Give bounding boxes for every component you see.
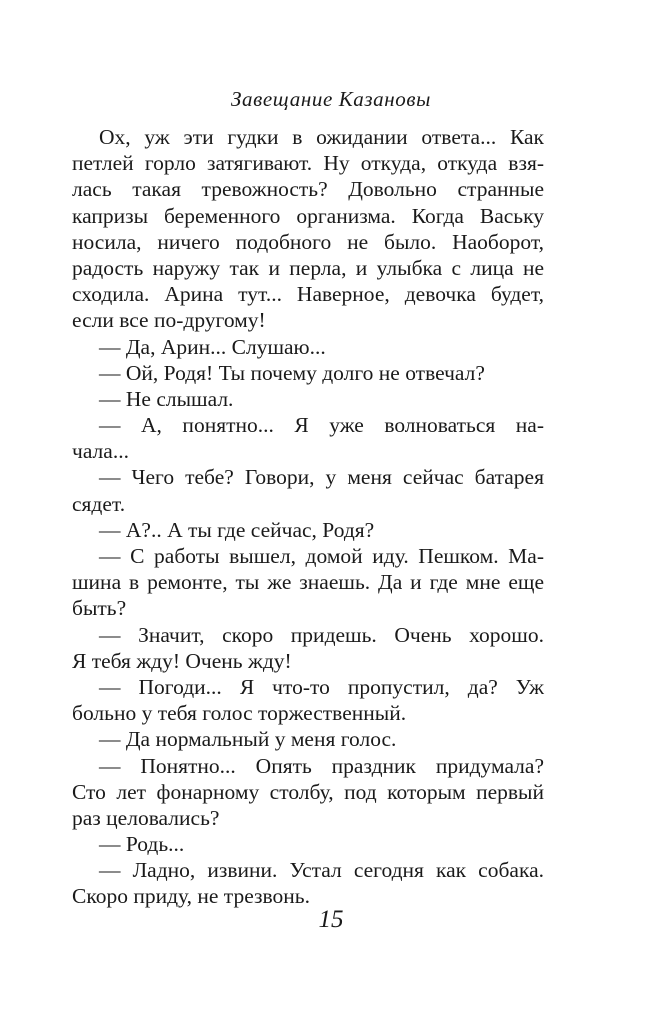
text-line: Сто лет фонарному столбу, под которым первый	[72, 779, 544, 804]
text-line: носила, ничего подобного не было. Наоборот,	[72, 229, 544, 254]
text-line: сядет.	[72, 491, 126, 516]
dialogue-line: — А?.. А ты где сейчас, Родя?	[99, 517, 375, 542]
text-line: быть?	[72, 596, 127, 621]
dialogue-line: — Понятно... Опять праздник придумала?	[99, 753, 544, 778]
dialogue-line: — Погоди... Я что-то пропустил, да? Уж	[99, 674, 544, 699]
dialogue-line: — Чего тебе? Говори, у меня сейчас батарея	[99, 465, 544, 490]
text-line: больно у тебя голос торжественный.	[72, 701, 407, 726]
dialogue-line: — Не слышал.	[99, 386, 234, 411]
text-line: чала...	[72, 439, 129, 464]
text-line: раз целовались?	[72, 805, 220, 830]
text-line: радость наружу так и перла, и улыбка с лица не	[72, 255, 544, 280]
dialogue-line: — Ой, Родя! Ты почему долго не отвечал?	[99, 360, 485, 385]
dialogue-line: — Да, Арин... Слушаю...	[99, 334, 326, 359]
dialogue-line: — С работы вышел, домой иду. Пешком. Ма-	[99, 544, 544, 568]
page-number: 15	[318, 906, 344, 933]
body-text	[72, 124, 544, 910]
dialogue-line: — Значит, скоро придешь. Очень хорошо.	[99, 622, 544, 647]
text-line: Скоро приду, не трезвонь.	[72, 884, 310, 909]
dialogue-line: — Ладно, извини. Устал сегодня как собака.	[99, 858, 544, 883]
text-line: лась такая тревожность? Довольно странные	[72, 177, 544, 202]
dialogue-line: — Да нормальный у меня голос.	[99, 727, 397, 752]
text-line: сходила. Арина тут... Наверное, девочка будет,	[72, 282, 544, 307]
text-line: шина в ремонте, ты же знаешь. Да и где мне еще	[72, 570, 544, 595]
text-line: если все по-другому!	[72, 308, 266, 333]
text-line: капризы беременного организма. Когда Ваську	[72, 203, 544, 228]
text-line: Я тебя жду! Очень жду!	[72, 648, 292, 673]
text-line: петлей горло затягивают. Ну откуда, откуда взя-	[72, 151, 544, 176]
dialogue-line: — А, понятно... Я уже волноваться на-	[99, 413, 544, 438]
text-line: Ох, уж эти гудки в ожидании ответа... Как	[99, 125, 544, 149]
dialogue-line: — Родь...	[99, 832, 185, 857]
running-header: Завещание Казановы	[231, 87, 431, 111]
